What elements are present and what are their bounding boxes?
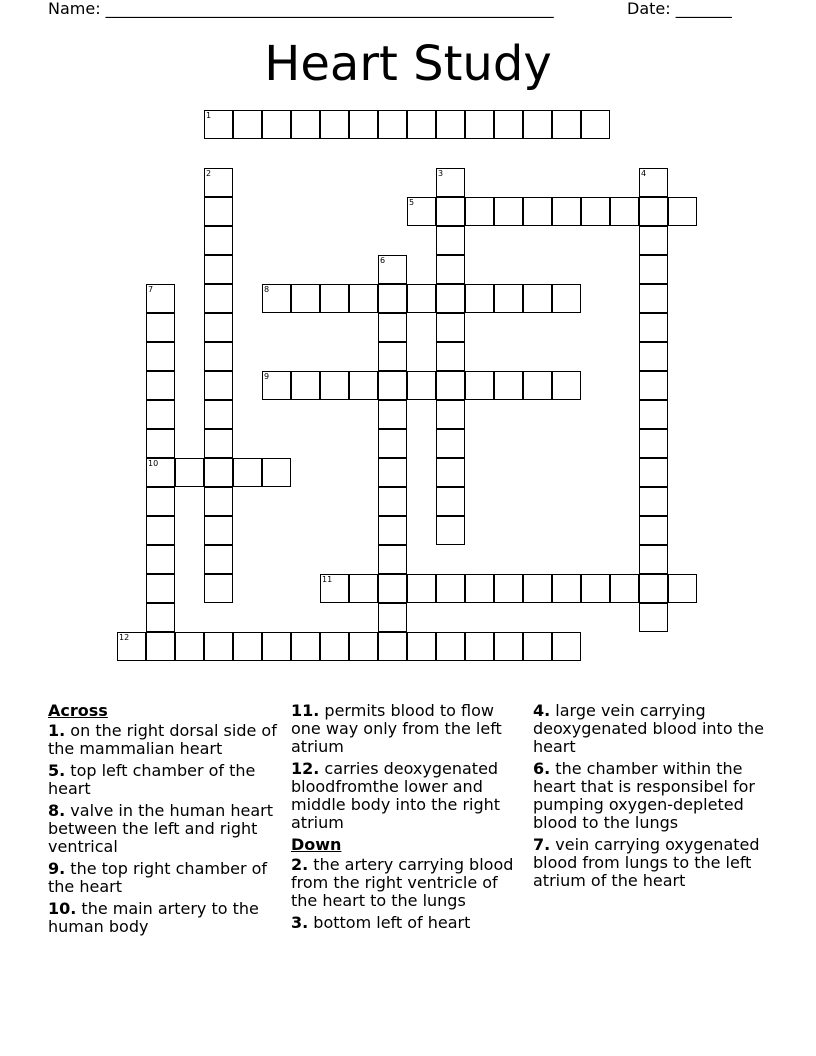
- grid-cell[interactable]: [204, 487, 233, 516]
- grid-cell[interactable]: [378, 487, 407, 516]
- grid-cell[interactable]: [436, 313, 465, 342]
- grid-cell[interactable]: [523, 371, 552, 400]
- cell-number: 1: [206, 111, 212, 120]
- grid-cell[interactable]: [639, 458, 668, 487]
- grid-cell[interactable]: [639, 429, 668, 458]
- grid-cell[interactable]: [436, 458, 465, 487]
- grid-cell[interactable]: [523, 574, 552, 603]
- grid-cell[interactable]: [291, 110, 320, 139]
- grid-cell[interactable]: [552, 284, 581, 313]
- cell-number: 9: [264, 372, 270, 381]
- grid-cell[interactable]: [523, 197, 552, 226]
- grid-cell[interactable]: [262, 371, 291, 400]
- grid-cell[interactable]: [378, 574, 407, 603]
- grid-cell[interactable]: [465, 284, 494, 313]
- clue-column-3: [533, 702, 768, 894]
- grid-cell[interactable]: [552, 632, 581, 661]
- grid-cell[interactable]: [639, 516, 668, 545]
- grid-cell[interactable]: [436, 226, 465, 255]
- grid-cell[interactable]: [146, 545, 175, 574]
- grid-cell[interactable]: [436, 516, 465, 545]
- cell-number: 11: [322, 575, 333, 584]
- grid-cell[interactable]: [291, 632, 320, 661]
- grid-cell[interactable]: [378, 342, 407, 371]
- grid-cell[interactable]: [465, 110, 494, 139]
- grid-cell[interactable]: [436, 371, 465, 400]
- cell-number: 8: [264, 285, 270, 294]
- grid-cell[interactable]: [407, 371, 436, 400]
- grid-cell[interactable]: [407, 574, 436, 603]
- grid-cell[interactable]: [436, 632, 465, 661]
- clue-down-4: 4. large vein carrying deoxygenated blood into the heart: [533, 701, 764, 756]
- grid-cell[interactable]: [204, 313, 233, 342]
- grid-cell[interactable]: [668, 197, 697, 226]
- grid-cell[interactable]: [436, 168, 465, 197]
- name-field-label: Name: ________________________________________________________: [48, 0, 554, 18]
- grid-cell[interactable]: [146, 487, 175, 516]
- grid-cell[interactable]: [552, 197, 581, 226]
- grid-cell[interactable]: [436, 400, 465, 429]
- grid-cell[interactable]: [523, 284, 552, 313]
- grid-cell[interactable]: [378, 516, 407, 545]
- grid-cell[interactable]: [639, 255, 668, 284]
- grid-cell[interactable]: [407, 197, 436, 226]
- grid-cell[interactable]: [639, 487, 668, 516]
- grid-cell[interactable]: [204, 197, 233, 226]
- grid-cell[interactable]: [320, 110, 349, 139]
- grid-cell[interactable]: [523, 632, 552, 661]
- grid-cell[interactable]: [523, 110, 552, 139]
- grid-cell[interactable]: [146, 429, 175, 458]
- clue-down-7: 7. vein carrying oxygenated blood from lungs to the left atrium of the heart: [533, 835, 760, 890]
- grid-cell[interactable]: [291, 284, 320, 313]
- grid-cell[interactable]: [233, 458, 262, 487]
- grid-cell[interactable]: [146, 342, 175, 371]
- grid-cell[interactable]: [436, 110, 465, 139]
- cell-number: 10: [148, 459, 159, 468]
- grid-cell[interactable]: [320, 284, 349, 313]
- grid-cell[interactable]: [639, 226, 668, 255]
- grid-cell[interactable]: [610, 197, 639, 226]
- grid-cell[interactable]: [581, 110, 610, 139]
- grid-cell[interactable]: [465, 632, 494, 661]
- grid-cell[interactable]: [436, 487, 465, 516]
- grid-cell[interactable]: [465, 574, 494, 603]
- grid-cell[interactable]: [494, 110, 523, 139]
- grid-cell[interactable]: [146, 371, 175, 400]
- grid-cell[interactable]: [146, 632, 175, 661]
- grid-cell[interactable]: [436, 342, 465, 371]
- grid-cell[interactable]: [262, 632, 291, 661]
- grid-cell[interactable]: [320, 632, 349, 661]
- grid-cell[interactable]: [233, 632, 262, 661]
- grid-cell[interactable]: [639, 342, 668, 371]
- grid-cell[interactable]: [204, 168, 233, 197]
- grid-cell[interactable]: [204, 632, 233, 661]
- grid-cell[interactable]: [378, 255, 407, 284]
- grid-cell[interactable]: [639, 284, 668, 313]
- grid-cell[interactable]: [146, 284, 175, 313]
- grid-cell[interactable]: [204, 226, 233, 255]
- grid-cell[interactable]: [175, 632, 204, 661]
- grid-cell[interactable]: [349, 371, 378, 400]
- clue-down-6: 6. the chamber within the heart that is responsibel for pumping oxygen-depleted blood to the lungs: [533, 759, 755, 832]
- grid-cell[interactable]: [668, 574, 697, 603]
- grid-cell[interactable]: [639, 197, 668, 226]
- grid-cell[interactable]: [494, 197, 523, 226]
- clue-column-1: [48, 702, 283, 940]
- grid-cell[interactable]: [262, 284, 291, 313]
- grid-cell[interactable]: [262, 110, 291, 139]
- grid-cell[interactable]: [552, 110, 581, 139]
- clue-down-2: 2. the artery carrying blood from the right ventricle of the heart to the lungs: [291, 855, 514, 910]
- page-title: Heart Study: [264, 36, 552, 92]
- grid-cell[interactable]: [320, 371, 349, 400]
- grid-cell[interactable]: [378, 632, 407, 661]
- grid-cell[interactable]: [204, 110, 233, 139]
- clue-across-9: 9. the top right chamber of the heart: [48, 859, 268, 896]
- grid-cell[interactable]: [407, 110, 436, 139]
- grid-cell[interactable]: [204, 371, 233, 400]
- grid-cell[interactable]: [494, 632, 523, 661]
- grid-cell[interactable]: [349, 110, 378, 139]
- grid-cell[interactable]: [552, 574, 581, 603]
- grid-cell[interactable]: [146, 603, 175, 632]
- grid-cell[interactable]: [378, 313, 407, 342]
- clue-across-1: 1. on the right dorsal side of the mammalian heart: [48, 721, 277, 758]
- grid-cell[interactable]: [146, 458, 175, 487]
- grid-cell[interactable]: [204, 284, 233, 313]
- cell-number: 4: [641, 169, 647, 178]
- grid-cell[interactable]: [494, 371, 523, 400]
- grid-cell[interactable]: [610, 574, 639, 603]
- grid-cell[interactable]: [436, 429, 465, 458]
- grid-cell[interactable]: [378, 400, 407, 429]
- clue-down-3: 3. bottom left of heart: [291, 913, 471, 932]
- across-heading: Across: [48, 701, 108, 720]
- grid-cell[interactable]: [291, 371, 320, 400]
- grid-cell[interactable]: [581, 574, 610, 603]
- grid-cell[interactable]: [233, 110, 262, 139]
- grid-cell[interactable]: [204, 545, 233, 574]
- grid-cell[interactable]: [639, 574, 668, 603]
- grid-cell[interactable]: [204, 458, 233, 487]
- grid-cell[interactable]: [146, 574, 175, 603]
- down-heading: Down: [291, 835, 342, 854]
- cell-number: 7: [148, 285, 154, 294]
- grid-cell[interactable]: [436, 197, 465, 226]
- grid-cell[interactable]: [204, 400, 233, 429]
- grid-cell[interactable]: [175, 458, 204, 487]
- grid-cell[interactable]: [436, 284, 465, 313]
- grid-cell[interactable]: [378, 110, 407, 139]
- cell-number: 2: [206, 169, 212, 178]
- grid-cell[interactable]: [436, 574, 465, 603]
- grid-cell[interactable]: [378, 603, 407, 632]
- grid-cell[interactable]: [494, 574, 523, 603]
- grid-cell[interactable]: [204, 255, 233, 284]
- clue-across-8: 8. valve in the human heart between the left and right ventrical: [48, 801, 273, 856]
- grid-cell[interactable]: [320, 574, 349, 603]
- cell-number: 3: [438, 169, 444, 178]
- grid-cell[interactable]: [407, 284, 436, 313]
- clue-column-2: [291, 702, 521, 936]
- clue-across-11: 11. permits blood to flow one way only from the left atrium: [291, 701, 502, 756]
- grid-cell[interactable]: [349, 284, 378, 313]
- grid-cell[interactable]: [378, 458, 407, 487]
- grid-cell[interactable]: [494, 284, 523, 313]
- grid-cell[interactable]: [639, 313, 668, 342]
- grid-cell[interactable]: [581, 197, 610, 226]
- grid-cell[interactable]: [639, 603, 668, 632]
- grid-cell[interactable]: [146, 400, 175, 429]
- grid-cell[interactable]: [552, 371, 581, 400]
- grid-cell[interactable]: [465, 371, 494, 400]
- grid-cell[interactable]: [639, 168, 668, 197]
- grid-cell[interactable]: [639, 371, 668, 400]
- grid-cell[interactable]: [378, 284, 407, 313]
- date-field-label: Date: _______: [627, 0, 732, 18]
- grid-cell[interactable]: [204, 516, 233, 545]
- grid-cell[interactable]: [117, 632, 146, 661]
- grid-cell[interactable]: [146, 516, 175, 545]
- grid-cell[interactable]: [204, 574, 233, 603]
- grid-cell[interactable]: [378, 429, 407, 458]
- grid-cell[interactable]: [262, 458, 291, 487]
- grid-cell[interactable]: [465, 197, 494, 226]
- grid-cell[interactable]: [349, 632, 378, 661]
- cell-number: 5: [409, 198, 415, 207]
- grid-cell[interactable]: [204, 429, 233, 458]
- grid-cell[interactable]: [146, 313, 175, 342]
- clue-across-10: 10. the main artery to the human body: [48, 899, 259, 936]
- clue-across-12: 12. carries deoxygenated bloodfromthe lower and middle body into the right atrium: [291, 759, 501, 832]
- grid-cell[interactable]: [378, 371, 407, 400]
- grid-cell[interactable]: [349, 574, 378, 603]
- cell-number: 6: [380, 256, 386, 265]
- grid-cell[interactable]: [204, 342, 233, 371]
- grid-cell[interactable]: [639, 545, 668, 574]
- grid-cell[interactable]: [639, 400, 668, 429]
- grid-cell[interactable]: [378, 545, 407, 574]
- cell-number: 12: [119, 633, 130, 642]
- clue-across-5: 5. top left chamber of the heart: [48, 761, 256, 798]
- grid-cell[interactable]: [407, 632, 436, 661]
- grid-cell[interactable]: [436, 255, 465, 284]
